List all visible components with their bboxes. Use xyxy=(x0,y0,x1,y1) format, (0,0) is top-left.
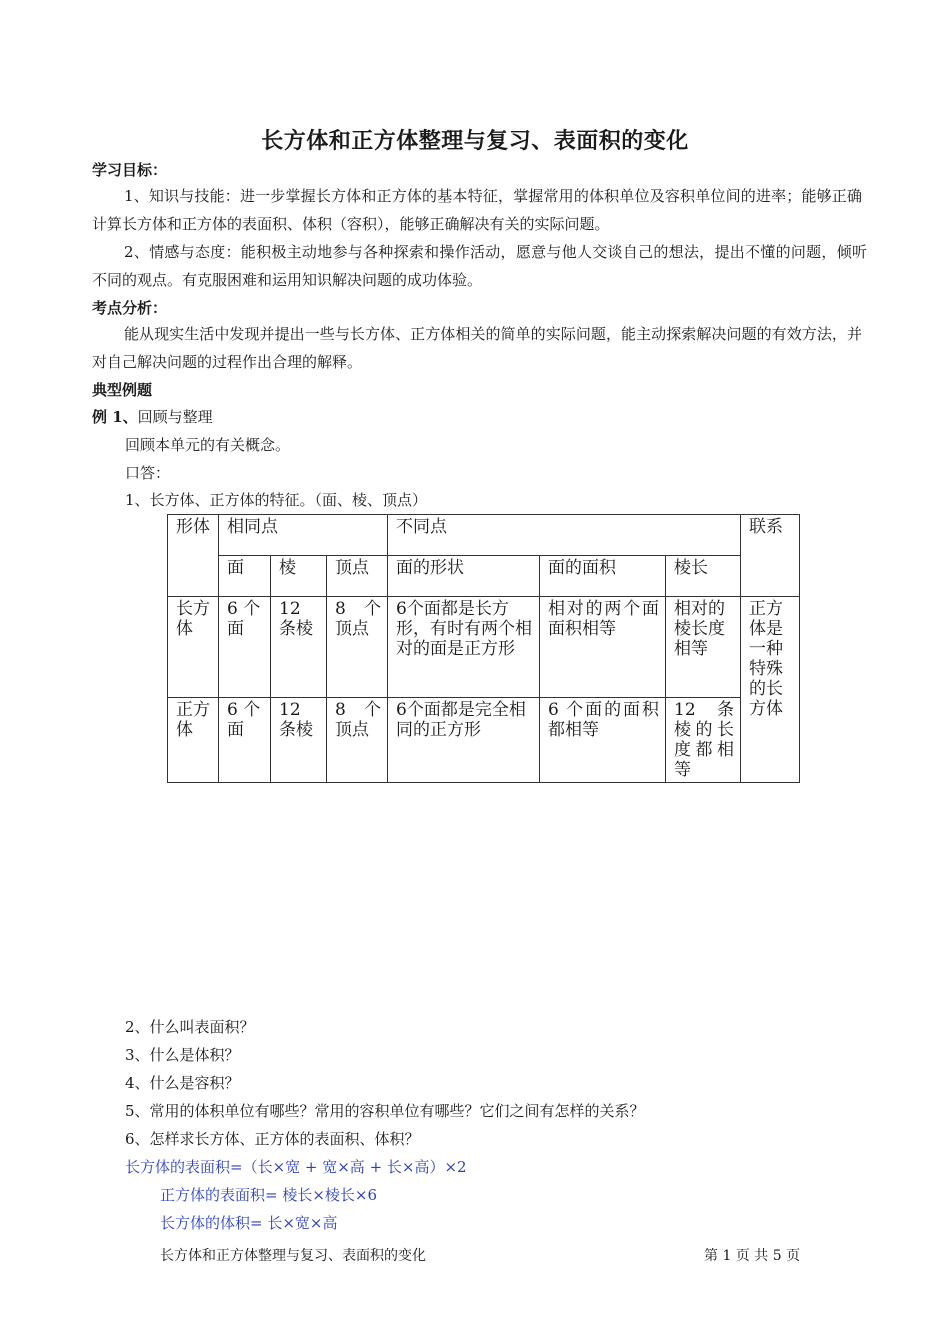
formula-cube-surface: 正方体的表面积= 棱长×棱长×6 xyxy=(160,1186,378,1204)
cube-shape: 6个面都是完全相同的正方形 xyxy=(388,698,540,783)
col-length-header: 棱长 xyxy=(666,556,741,597)
question-6: 6、怎样求长方体、正方体的表面积、体积？ xyxy=(125,1130,420,1148)
row-name-cube: 正方体 xyxy=(168,698,219,783)
cuboid-shape: 6个面都是长方形，有时有两个相对的面是正方形 xyxy=(388,597,540,698)
cube-length: 12 条棱的长度都相等 xyxy=(666,698,741,783)
question-5: 5、常用的体积单位有哪些？常用的容积单位有哪些？它们之间有怎样的关系？ xyxy=(125,1102,645,1120)
question-4: 4、什么是容积？ xyxy=(125,1074,240,1092)
different-points-header: 不同点 xyxy=(388,515,741,556)
col-face-header: 面 xyxy=(219,556,271,597)
goal-attitude: 2、情感与态度：能积极主动地参与各种探索和操作活动，愿意与他人交谈自己的想法，提出不懂的问题，倾听不同的观点。有克服困难和运用知识解决问题的成功体验。 xyxy=(92,243,867,289)
example-1-label: 例 1、 xyxy=(92,408,138,426)
cuboid-area: 相对的两个面面积相等 xyxy=(540,597,666,698)
oral-label: 口答： xyxy=(125,464,171,482)
col-vertex-header: 顶点 xyxy=(327,556,388,597)
table-row-cuboid xyxy=(168,597,800,698)
cuboid-length: 相对的棱长度相等 xyxy=(666,597,741,698)
analysis-heading: 考点分析： xyxy=(92,299,168,317)
corner-cell: 形体 xyxy=(168,515,219,597)
table-row-cube xyxy=(168,698,800,783)
features-table xyxy=(167,514,800,783)
same-points-header: 相同点 xyxy=(219,515,388,556)
cube-edge: 12 条棱 xyxy=(271,698,327,783)
table-header-row-2 xyxy=(168,556,800,597)
col-edge-header: 棱 xyxy=(271,556,327,597)
col-shape-header: 面的形状 xyxy=(388,556,540,597)
question-2: 2、什么叫表面积？ xyxy=(125,1018,255,1036)
formula-cuboid-volume: 长方体的体积= 长×宽×高 xyxy=(160,1214,338,1232)
example-1-heading xyxy=(92,407,213,427)
table-header-row-1 xyxy=(168,515,800,556)
cuboid-face: 6 个面 xyxy=(219,597,271,698)
analysis-paragraph: 能从现实生活中发现并提出一些与长方体、正方体相关的简单的实际问题，能主动探索解决问题的有效方法，并对自己解决问题的过程作出合理的解释。 xyxy=(92,325,862,371)
relation-header: 联系 xyxy=(741,515,800,597)
goal-knowledge: 1、知识与技能：进一步掌握长方体和正方体的基本特征，掌握常用的体积单位及容积单位间的进率；能够正确计算长方体和正方体的表面积、体积（容积），能够正确解决有关的实际问题。 xyxy=(92,187,862,233)
review-text: 回顾本单元的有关概念。 xyxy=(125,436,291,454)
footer-page-number: 第 1 页 共 5 页 xyxy=(704,1248,801,1264)
footer-title: 长方体和正方体整理与复习、表面积的变化 xyxy=(160,1248,426,1264)
question-1: 1、长方体、正方体的特征。（面、棱、顶点） xyxy=(125,491,428,509)
relation-cell: 正方体是一种特殊的长方体 xyxy=(741,597,800,783)
cuboid-edge: 12 条棱 xyxy=(271,597,327,698)
formula-cuboid-surface: 长方体的表面积=（长×宽 + 宽×高 + 长×高）×2 xyxy=(125,1158,467,1176)
goals-heading: 学习目标： xyxy=(92,161,168,179)
question-3: 3、什么是体积？ xyxy=(125,1046,240,1064)
row-name-cuboid: 长方体 xyxy=(168,597,219,698)
examples-heading: 典型例题 xyxy=(92,381,153,399)
cube-face: 6 个面 xyxy=(219,698,271,783)
cube-vertex: 8 个顶点 xyxy=(327,698,388,783)
col-area-header: 面的面积 xyxy=(540,556,666,597)
page-title: 长方体和正方体整理与复习、表面积的变化 xyxy=(261,128,689,154)
cuboid-vertex: 8 个顶点 xyxy=(327,597,388,698)
cube-area: 6 个面的面积都相等 xyxy=(540,698,666,783)
example-1-title: 回顾与整理 xyxy=(137,408,213,426)
